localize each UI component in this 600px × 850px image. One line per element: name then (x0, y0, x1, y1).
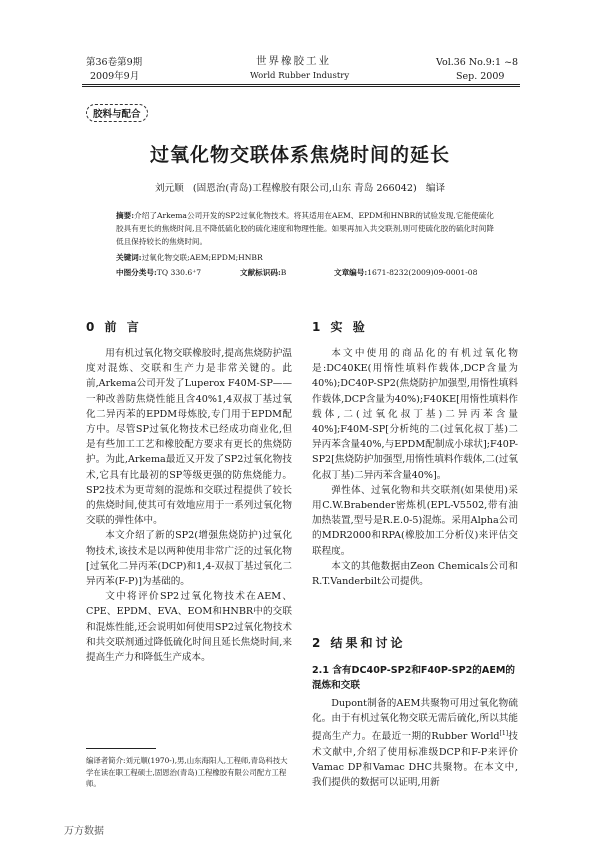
watermark: 万方数据 (64, 826, 104, 837)
volume-issue-cn: 第36卷第9期 (86, 57, 143, 68)
abstract-text: 介绍了Arkema公司开发的SP2过氧化物技术。将其适用在AEM、EPDM和HNBR的试验发现,它能使硫化胶具有更长的焦烧时间,且不降低硫化胶的硫化速度和物理性能。如果再加入共交联剂,则可使硫化胶的硫化时间降低且保持较长的焦烧时间。 (116, 211, 494, 246)
clc-value: TQ 330.6⁺7 (156, 268, 202, 277)
intro-paragraph-3: 文中将评价SP2过氧化物技术在AEM、CPE、EPDM、EVA、EOM和HNBR中的交联和混炼性能,还会说明如何使用SP2过氧化物技术和共交联剂通过降低硫化时间且延长焦烧时间,来提高生产力和降低生产成本。 (86, 591, 292, 664)
journal-title-cn: 世界橡胶工业 (256, 55, 331, 67)
column-tag-label: 胶料与配合 (93, 109, 141, 120)
author-bio-footnote: 编译者简介:刘元顺(1970-),男,山东海阳人,工程师,青岛科技大学在读在职工程硕士,固恩治(青岛)工程橡胶有限公司配方工程师。 (86, 756, 288, 788)
results-paragraph-1 (312, 696, 518, 790)
abstract-label: 摘要: (116, 211, 135, 220)
date-en: Sep. 2009 (456, 71, 505, 82)
article-title: 过氧化物交联体系焦烧时间的延长 (149, 144, 450, 166)
subsection-2-1-title: 2.1 含有DC40P-SP2和F40P-SP2的AEM的混炼和交联 (312, 665, 516, 691)
results-body (312, 696, 518, 790)
footnote-rule (86, 748, 156, 749)
section-1-title: 1 实 验 (312, 320, 368, 334)
experiment-paragraph-1: 本文中使用的商品化的有机过氧化物是:DC40KE(用惰性填料作载体,DCP含量为40%);DC40P-SP2(焦烧防护加强型,用惰性填料作载体,DCP含量为40%);F40KE[用惰性填料作载体,二(过氧化叔丁基)二异丙苯含量40%];F40M-SP[分析纯的二(过氧化叔丁基)二异丙苯含量40%,与EPDM配制成小球状];F40P-SP2[焦烧防护加强型,用惰性填料作载体,二(过氧化叔丁基)二异丙苯含量40%]。 (312, 348, 518, 481)
doc-code-label: 文献标识码: (240, 268, 281, 277)
article-no-value: 1671-8232(2009)09-0001-08 (367, 268, 478, 277)
column-tag (86, 104, 148, 122)
right-column-body (312, 346, 518, 589)
section-2-title: 2 结果和讨论 (312, 636, 406, 650)
results-paragraph-1-part2: 技术文献中,介绍了使用标准级DCP和F-P来评价Vamac DP和Vamac DHC共聚物。在本文中,我们提供的数据可以证明,用新 (312, 731, 518, 789)
keywords-text: 过氧化物交联;AEM;EPDM;HNBR (141, 253, 263, 262)
abstract (116, 209, 494, 248)
article-no-line (334, 266, 477, 279)
experiment-paragraph-3: 本文的其他数据由Zeon Chemicals公司和R.T.Vanderbilt公司提供。 (312, 560, 518, 588)
keywords (116, 251, 494, 264)
intro-paragraph-1: 用有机过氧化物交联橡胶时,提高焦烧防护温度对混炼、交联和生产力是非常关键的。此前,Arkema公司开发了Luperox F40M-SP——一种改善防焦烧性能且含40%1,4双叔丁基过氧化二异丙苯的EPDM母炼胶,专门用于EPDM配方中。尽管SP过氧化物技术已经成功商业化,但是有些加工工艺和橡胶配方要求有更长的焦烧防护。为此,Arkema最近又开发了SP2过氧化物技术,它具有比最初的SP等级更强的防焦烧能力。SP2技术为更苛刻的混炼和交联过程提供了较长的焦烧时间,使其可有效地应用于一系列过氧化物交联的弹性体中。 (86, 348, 292, 527)
section-0-title: 0 前 言 (86, 320, 142, 334)
article-no-label: 文章编号: (334, 268, 368, 277)
volume-issue-en: Vol.36 No.9:1 ~8 (436, 57, 519, 68)
clc-label: 中图分类号: (116, 268, 157, 277)
header-rule-thin (82, 86, 520, 87)
reference-1[interactable]: [1] (499, 730, 509, 738)
date-cn: 2009年9月 (90, 71, 140, 82)
author-line: 刘元顺 (固恩治(青岛)工程橡胶有限公司,山东 青岛 266042) 编译 (154, 183, 446, 194)
results-paragraph-1-part1: Dupont制备的AEM共聚物可用过氧化物硫化。由于有机过氧化物交联无需后硫化,所以其能提高生产力。在最近一期的Rubber World (312, 698, 518, 743)
intro-paragraph-2: 本文介绍了新的SP2(增强焦烧防护)过氧化物技术,该技术是以两种使用非常广泛的过氧化物[过氧化二异丙苯(DCP)和1,4-双叔丁基过氧化二异丙苯(F-P)]为基础的。 (86, 530, 292, 588)
journal-title-en: World Rubber Industry (250, 71, 350, 81)
doc-code-line (240, 266, 286, 279)
header-rule (82, 84, 520, 85)
experiment-paragraph-2: 弹性体、过氧化物和共交联剂(如果使用)采用C.W.Brabender密炼机(EPL-V5502,带有油加热装置,型号是R.E.0-5)混炼。采用Alpha公司的MDR2000和RPA(橡胶加工分析仪)来评估交联程度。 (312, 484, 518, 557)
left-column-body (86, 346, 292, 665)
doc-code-value: B (280, 268, 287, 277)
keywords-label: 关键词: (116, 253, 142, 262)
